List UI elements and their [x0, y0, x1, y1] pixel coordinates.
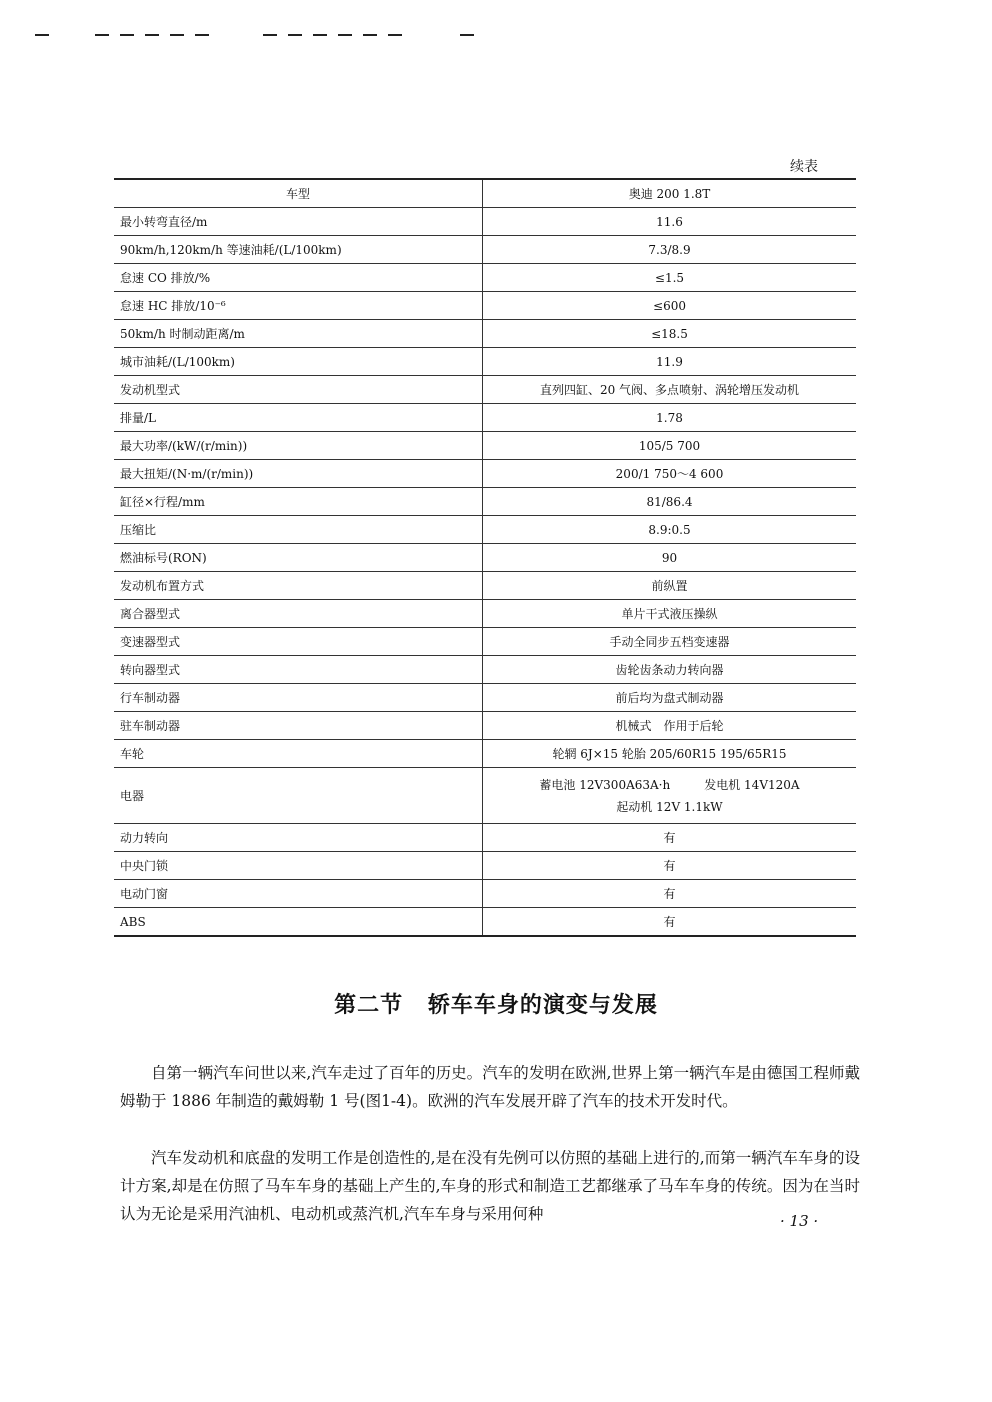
- spec-value: 齿轮齿条动力转向器: [483, 656, 857, 684]
- spec-label: 燃油标号(RON): [114, 544, 483, 572]
- spec-value: 11.9: [483, 348, 857, 376]
- spec-label: 怠速 CO 排放/%: [114, 264, 483, 292]
- table-row: [114, 656, 856, 684]
- table-row: [114, 320, 856, 348]
- table-row: [114, 404, 856, 432]
- table-row: [114, 880, 856, 908]
- header-dash: [170, 34, 184, 36]
- table-row: [114, 684, 856, 712]
- spec-label: 离合器型式: [114, 600, 483, 628]
- spec-label: 最大扭矩/(N·m/(r/min)): [114, 460, 483, 488]
- table-row: [114, 824, 856, 852]
- table-body: [114, 208, 856, 937]
- spec-value: ≤600: [483, 292, 857, 320]
- header-dash: [95, 34, 109, 36]
- spec-value: 前后均为盘式制动器: [483, 684, 857, 712]
- header-dash-marks: [35, 30, 475, 42]
- spec-table: [114, 178, 856, 937]
- spec-value: 有: [483, 908, 857, 937]
- spec-value: 轮辋 6J×15 轮胎 205/60R15 195/65R15: [483, 740, 857, 768]
- spec-label: 电器: [114, 768, 483, 824]
- spec-label: 转向器型式: [114, 656, 483, 684]
- spec-value: 有: [483, 824, 857, 852]
- spec-value: 11.6: [483, 208, 857, 236]
- alternator-spec: 发电机 14V120A: [704, 777, 800, 792]
- table-row: [114, 264, 856, 292]
- section-heading: [0, 988, 992, 1019]
- table-row: [114, 292, 856, 320]
- table-row: [114, 516, 856, 544]
- header-dash: [388, 34, 402, 36]
- paragraph-1: 自第一辆汽车问世以来,汽车走过了百年的历史。汽车的发明在欧洲,世界上第一辆汽车是由德国工程师戴姆勒于 1886 年制造的戴姆勒 1 号(图1-4)。欧洲的汽车发展开辟了汽车的技术开发时代。: [120, 1063, 860, 1110]
- battery-spec: 蓄电池 12V300A63A·h: [539, 777, 671, 792]
- header-dash: [120, 34, 134, 36]
- table-row-electrical: [114, 768, 856, 824]
- paragraph-2: 汽车发动机和底盘的发明工作是创造性的,是在没有先例可以仿照的基础上进行的,而第一辆汽车车身的设计方案,却是在仿照了马车车身的基础上产生的,车身的形式和制造工艺都继承了马车车身的传统。因为在当时认为无论是采用汽油机、电动机或蒸汽机,汽车车身与采用何种: [120, 1148, 860, 1223]
- spec-value: 有: [483, 852, 857, 880]
- section-number: 第二节: [334, 992, 404, 1018]
- header-dash: [363, 34, 377, 36]
- spec-value: 前纵置: [483, 572, 857, 600]
- spec-label: 行车制动器: [114, 684, 483, 712]
- spec-label: 怠速 HC 排放/10⁻⁶: [114, 292, 483, 320]
- spec-label: 驻车制动器: [114, 712, 483, 740]
- spec-value: ≤1.5: [483, 264, 857, 292]
- spec-label: ABS: [114, 908, 483, 937]
- table-header-row: [114, 179, 856, 208]
- spec-label: 动力转向: [114, 824, 483, 852]
- header-dash: [145, 34, 159, 36]
- page-number: · 13 ·: [780, 1212, 819, 1230]
- spec-value: 直列四缸、20 气阀、多点喷射、涡轮增压发动机: [483, 376, 857, 404]
- header-dash: [338, 34, 352, 36]
- header-dash: [195, 34, 209, 36]
- spec-value: 8.9:0.5: [483, 516, 857, 544]
- spec-label: 车轮: [114, 740, 483, 768]
- spec-value: 81/86.4: [483, 488, 857, 516]
- spec-value: 有: [483, 880, 857, 908]
- spec-label: 发动机布置方式: [114, 572, 483, 600]
- spec-value: 105/5 700: [483, 432, 857, 460]
- spec-label: 电动门窗: [114, 880, 483, 908]
- table-row: [114, 376, 856, 404]
- table-row: [114, 600, 856, 628]
- table-row: [114, 236, 856, 264]
- table-row: [114, 572, 856, 600]
- spec-label: 50km/h 时制动距离/m: [114, 320, 483, 348]
- spec-label: 变速器型式: [114, 628, 483, 656]
- spec-label: 缸径×行程/mm: [114, 488, 483, 516]
- continued-label: 续表: [790, 159, 818, 175]
- spec-label: 最大功率/(kW/(r/min)): [114, 432, 483, 460]
- spec-value: 单片干式液压操纵: [483, 600, 857, 628]
- table-row: [114, 628, 856, 656]
- spec-value: 手动全同步五档变速器: [483, 628, 857, 656]
- header-audi: 奥迪 200 1.8T: [483, 179, 857, 208]
- spec-label: 中央门锁: [114, 852, 483, 880]
- table-row: [114, 908, 856, 937]
- spec-label: 压缩比: [114, 516, 483, 544]
- spec-label: 发动机型式: [114, 376, 483, 404]
- table-row: [114, 544, 856, 572]
- spec-value: ≤18.5: [483, 320, 857, 348]
- header-dash: [460, 34, 474, 36]
- spec-label: 排量/L: [114, 404, 483, 432]
- header-dash: [288, 34, 302, 36]
- header-dash: [35, 34, 49, 36]
- section-title: 轿车车身的演变与发展: [427, 992, 658, 1018]
- spec-label: 最小转弯直径/m: [114, 208, 483, 236]
- header-dash: [263, 34, 277, 36]
- table-row: [114, 712, 856, 740]
- spec-value: 机械式 作用于后轮: [483, 712, 857, 740]
- table-row: [114, 740, 856, 768]
- table-row: [114, 432, 856, 460]
- starter-spec: 起动机 12V 1.1kW: [616, 799, 723, 814]
- spec-label: 90km/h,120km/h 等速油耗/(L/100km): [114, 236, 483, 264]
- table-row: [114, 460, 856, 488]
- table-row: [114, 488, 856, 516]
- spec-value: 90: [483, 544, 857, 572]
- spec-value: 1.78: [483, 404, 857, 432]
- table-row: [114, 852, 856, 880]
- table-row: [114, 208, 856, 236]
- spec-value-electrical: [483, 768, 857, 824]
- header-dash: [313, 34, 327, 36]
- spec-value: 200/1 750～4 600: [483, 460, 857, 488]
- spec-label: 城市油耗/(L/100km): [114, 348, 483, 376]
- header-model: 车型: [114, 179, 483, 208]
- table-row: [114, 348, 856, 376]
- spec-value: 7.3/8.9: [483, 236, 857, 264]
